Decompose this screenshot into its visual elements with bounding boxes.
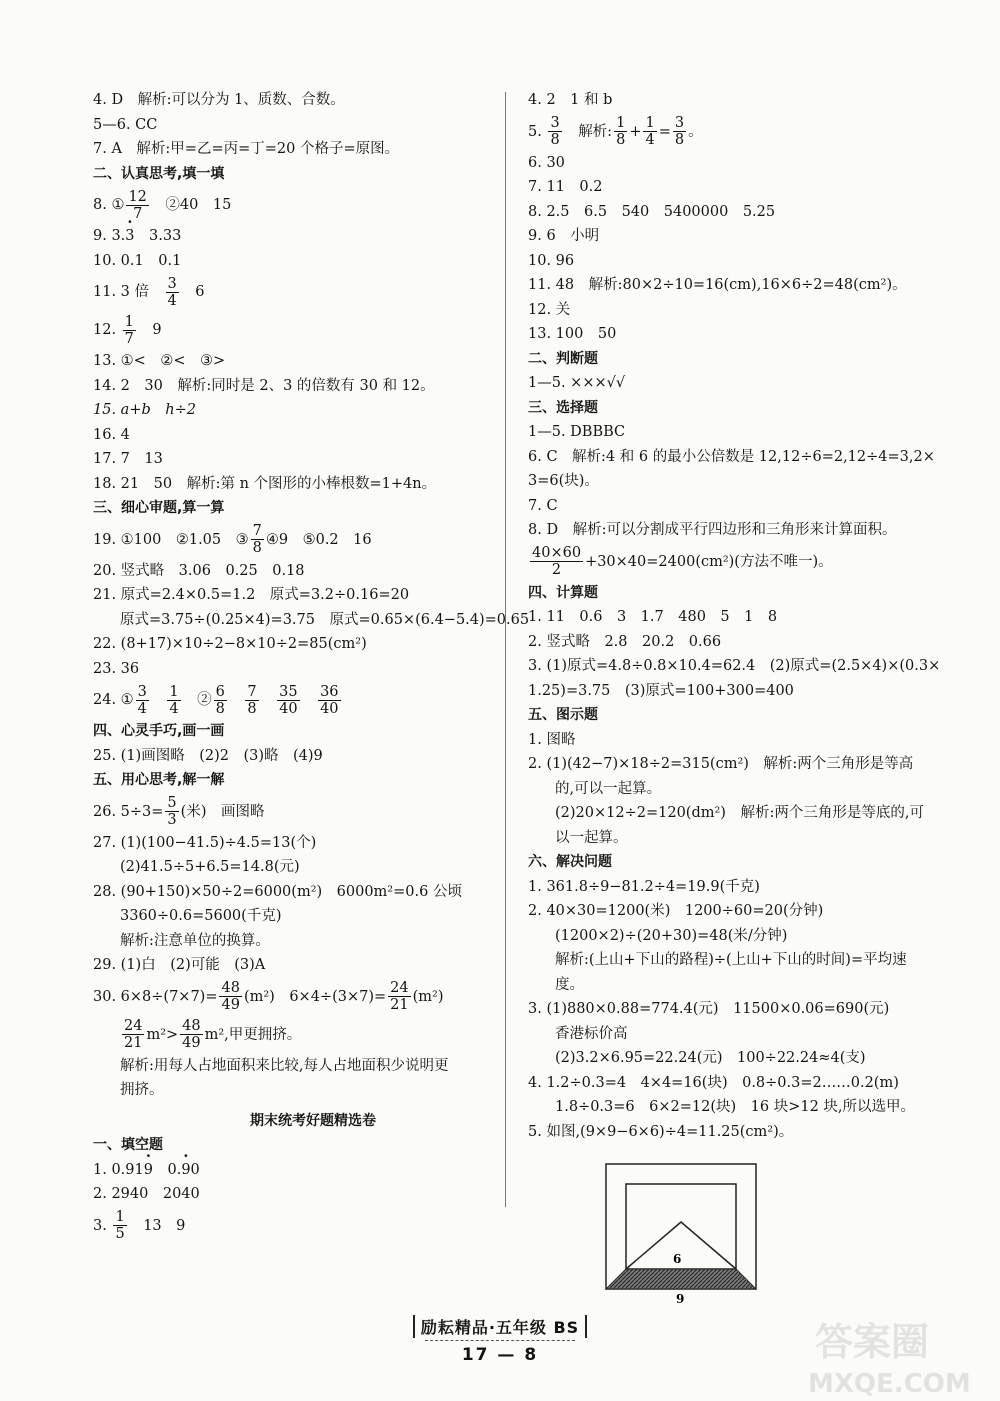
answer-5-6: 5—6. CC [93, 116, 158, 133]
problem-2-cont: (1200×2)÷(20+30)=48(米/分钟) [555, 927, 788, 944]
answer-19: 19. ①100 ②1.05 ③ $\frac{7}{8}$ ④9 ⑤0.2 16 [93, 523, 372, 556]
graph-2: 2. (1)(42−7)×18÷2=315(cm²) 解析:两个三角形是等高 [528, 756, 914, 772]
exam-answer-2: 2. 2940 2040 [93, 1186, 200, 1202]
section-heading: 四、计算题 [528, 584, 598, 601]
answer-28-note: 解析:注意单位的换算。 [120, 932, 270, 949]
exam-answer-3: 3. $\frac{1}{5}$ 13 9 [93, 1209, 186, 1242]
section-heading: 三、细心审题,算一算 [93, 500, 225, 516]
choice-8-cont: $\frac{40\times 60}{2}$ +30×40=2400(cm²)(方法不唯一)。 [532, 545, 833, 578]
answer-14: 14. 2 30 解析:同时是 2、3 的倍数有 30 和 12。 [93, 377, 435, 394]
label-9: 9 [676, 1292, 685, 1306]
judge-answers: 1—5. ×××√√ [528, 375, 626, 391]
problem-4-cont: 1.8÷0.3=6 6×2=12(块) 16 块>12 块,所以选甲。 [555, 1099, 916, 1115]
section-heading: 四、心灵手巧,画一画 [93, 723, 225, 739]
answer-r5: 5. $\frac{3}{8}$ 解析: $\frac{1}{8}$ + $\frac{1}{4}$ = $\frac{3}{8}$ 。 [528, 115, 703, 148]
answer-29: 29. (1)白 (2)可能 (3)A [93, 957, 266, 973]
answer-26: 26. 5÷3= $\frac{5}{3}$ (米) 画图略 [93, 795, 265, 828]
answer-10: 10. 0.1 0.1 [93, 252, 182, 269]
section-heading: 一、填空题 [93, 1137, 163, 1153]
problem-1: 1. 361.8÷9−81.2÷4=19.9(千克) [528, 878, 760, 895]
fraction: $\frac{12}{7}$ [128, 188, 147, 222]
brand-label: 励耘精品·五年级 BS [413, 1315, 587, 1338]
problem-3: 3. (1)880×0.88=774.4(元) 11500×0.06=690(元) [528, 1001, 890, 1017]
graph-1: 1. 图略 [528, 731, 576, 748]
choice-answers: 1—5. DBBBC [528, 424, 626, 440]
answer-r6: 6. 30 [528, 154, 565, 171]
graph-2-part2: (2)20×12÷2=120(dm²) 解析:两个三角形是等底的,可 [555, 805, 924, 821]
problem-2-note: 解析:(上山+下山的路程)÷(上山+下山的时间)=平均速 [555, 952, 907, 968]
answer-r10: 10. 96 [528, 252, 575, 269]
watermark-logo [800, 1310, 990, 1400]
svg-text:答案圈: 答案圈 [815, 1320, 930, 1364]
answer-20: 20. 竖式略 3.06 0.25 0.18 [93, 562, 305, 579]
answer-24: 24. ① $\frac{3}{4}$ $\frac{1}{4}$ ② $\frac{6}{8}$ $\frac{7}{8}$ $\frac{35}{40}$ $\frac{36}{40}$ [93, 683, 339, 717]
answer-8: 8. ① $\frac{12}{7}$ ②40 15 [93, 188, 232, 222]
answer-28-cont: 3360÷0.6=5600(千克) [120, 908, 282, 924]
graph-2-part2-cont: 以一起算。 [555, 829, 628, 846]
section-heading: 二、判断题 [528, 350, 598, 367]
problem-2: 2. 40×30=1200(米) 1200÷60=20(分钟) [528, 903, 824, 919]
section-heading: 五、图示题 [528, 707, 598, 723]
choice-8: 8. D 解析:可以分割成平行四边形和三角形来计算面积。 [528, 522, 897, 538]
calc-3-cont: 1.25)=3.75 (3)原式=100+300=400 [528, 682, 794, 699]
section-heading: 六、解决问题 [528, 854, 612, 870]
answer-17: 17. 7 13 [93, 451, 163, 467]
answer-21: 21. 原式=2.4×0.5=1.2 原式=3.2÷0.16=20 [93, 587, 410, 603]
section-heading: 二、认真思考,填一填 [93, 165, 225, 182]
column-divider [505, 92, 506, 1207]
section-heading: 五、用心思考,解一解 [93, 772, 225, 788]
section-heading: 三、选择题 [528, 399, 598, 416]
answer-25: 25. (1)画图略 (2)2 (3)略 (4)9 [93, 747, 323, 764]
answer-4: 4. D 解析:可以分为 1、质数、合数。 [93, 92, 345, 108]
graph-2-cont: 的,可以一起算。 [555, 780, 662, 797]
label-6: 6 [673, 1252, 682, 1266]
answer-r12: 12. 关 [528, 301, 571, 318]
answer-30-cont: $\frac{24}{21}$ m²> $\frac{48}{49}$ m²,甲更拥挤。 [124, 1018, 302, 1051]
calc-1: 1. 11 0.6 3 1.7 480 5 1 8 [528, 609, 778, 625]
choice-6-cont: 3=6(块)。 [528, 473, 599, 489]
answer-30: 30. 6×8÷(7×7)= $\frac{48}{49}$ (m²) 6×4÷(3×7)= $\frac{24}{21}$ (m²) [93, 980, 444, 1013]
answer-27: 27. (1)(100−41.5)÷4.5=13(个) [93, 834, 317, 851]
answer-30-note: 解析:用每人占地面积来比较,每人占地面积少说明更 [120, 1057, 449, 1074]
exam-title: 期末统考好题精选卷 [250, 1112, 376, 1129]
answer-r4: 4. 2 1 和 b [528, 92, 613, 108]
answer-9: 9. 3.3 · 3.33 [93, 224, 493, 249]
footer-dashes [425, 1340, 575, 1341]
answer-r13: 13. 100 50 [528, 326, 617, 342]
answer-27-cont: (2)41.5÷5+6.5=14.8(元) [120, 859, 300, 875]
answer-r7: 7. 11 0.2 [528, 179, 603, 195]
problem-3-part2: (2)3.2×6.95=22.24(元) 100÷22.24≈4(支) [555, 1050, 866, 1066]
problem-5: 5. 如图,(9×9−6×6)÷4=11.25(cm²)。 [528, 1123, 794, 1140]
exam-answer-1: 1. 0.919 · 0.9 ·0 [93, 1158, 493, 1183]
answer-12: 12. $\frac{1}{7}$ 9 [93, 313, 162, 347]
problem-2-note-cont: 度。 [555, 976, 584, 993]
answer-13: 13. ①< ②< ③> [93, 353, 226, 369]
answer-15: 15. a+b h÷2 [93, 402, 196, 418]
page-number: 17 — 8 [461, 1345, 539, 1365]
answer-r11: 11. 48 解析:80×2÷10=16(cm),16×6÷2=48(cm²)。 [528, 277, 907, 293]
answer-18: 18. 21 50 解析:第 n 个图形的小棒根数=1+4n。 [93, 475, 437, 492]
answer-11: 11. 3 倍 $\frac{3}{4}$ 6 [93, 275, 205, 309]
choice-6: 6. C 解析:4 和 6 的最小公倍数是 12,12÷6=2,12÷4=3,2× [528, 448, 935, 465]
answer-16: 16. 4 [93, 426, 130, 443]
choice-7: 7. C [528, 497, 558, 514]
answer-30-note-cont: 拥挤。 [120, 1082, 164, 1098]
right-column [528, 88, 948, 1144]
answer-r9: 9. 6 小明 [528, 228, 600, 244]
square-diagram [598, 1160, 763, 1310]
answer-23: 23. 36 [93, 660, 140, 677]
calc-2: 2. 竖式略 2.8 20.2 0.66 [528, 633, 722, 650]
shaded-trapezoid [606, 1269, 756, 1289]
answer-r8: 8. 2.5 6.5 540 5400000 5.25 [528, 203, 776, 220]
answer-28: 28. (90+150)×50÷2=6000(m²) 6000m²=0.6 公顷 [93, 883, 462, 900]
svg-text:MXQE.COM: MXQE.COM [808, 1369, 971, 1399]
problem-3-cont: 香港标价高 [555, 1025, 628, 1042]
left-column [93, 88, 530, 1245]
problem-4: 4. 1.2÷0.3=4 4×4=16(块) 0.8÷0.3=2……0.2(m) [528, 1074, 899, 1091]
answer-7: 7. A 解析:甲=乙=丙=丁=20 个格子=原图。 [93, 141, 400, 157]
answer-22: 22. (8+17)×10÷2−8×10÷2=85(cm²) [93, 636, 367, 652]
calc-3: 3. (1)原式=4.8÷0.8×10.4=62.4 (2)原式=(2.5×4)×(0.3× [528, 658, 941, 674]
answer-21-cont: 原式=3.75÷(0.25×4)=3.75 原式=0.65×(6.4−5.4)=0.65 [120, 611, 530, 628]
